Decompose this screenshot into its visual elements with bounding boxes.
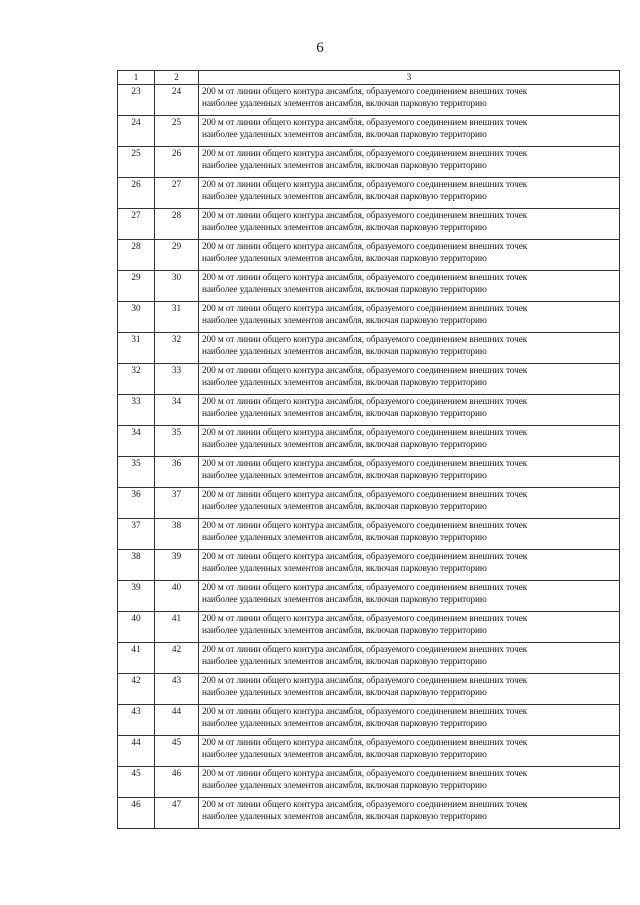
table-row — [118, 240, 620, 271]
description-line-1: 200 м от линии общего контура ансамбля, образуемого соединением внешних точек — [202, 707, 528, 717]
zone-description-cell — [199, 457, 620, 488]
row-number-cell: 38 — [118, 550, 155, 581]
description-line-1: 200 м от линии общего контура ансамбля, образуемого соединением внешних точек — [202, 304, 528, 314]
zone-description-cell — [199, 395, 620, 426]
description-line-2: наиболее удаленных элементов ансамбля, включая парковую территорию — [202, 533, 487, 543]
object-number-cell: 33 — [155, 364, 199, 395]
table-row — [118, 85, 620, 116]
description-line-2: наиболее удаленных элементов ансамбля, включая парковую территорию — [202, 440, 487, 450]
zone-description-cell — [199, 736, 620, 767]
object-number-cell: 38 — [155, 519, 199, 550]
description-line-1: 200 м от линии общего контура ансамбля, образуемого соединением внешних точек — [202, 800, 528, 810]
table-row — [118, 302, 620, 333]
table-row — [118, 364, 620, 395]
row-number-cell: 24 — [118, 116, 155, 147]
table-row — [118, 116, 620, 147]
table-row — [118, 178, 620, 209]
zones-table — [117, 70, 620, 829]
description-line-2: наиболее удаленных элементов ансамбля, включая парковую территорию — [202, 595, 487, 605]
zone-description-cell — [199, 364, 620, 395]
zone-description-cell — [199, 147, 620, 178]
table-header-row — [118, 71, 620, 85]
object-number-cell: 36 — [155, 457, 199, 488]
row-number-cell: 34 — [118, 426, 155, 457]
description-line-2: наиболее удаленных элементов ансамбля, включая парковую территорию — [202, 750, 487, 760]
zone-description-cell — [199, 116, 620, 147]
description-line-2: наиболее удаленных элементов ансамбля, включая парковую территорию — [202, 192, 487, 202]
object-number-cell: 46 — [155, 767, 199, 798]
description-line-1: 200 м от линии общего контура ансамбля, образуемого соединением внешних точек — [202, 490, 528, 500]
zone-description-cell — [199, 798, 620, 829]
object-number-cell: 26 — [155, 147, 199, 178]
description-line-1: 200 м от линии общего контура ансамбля, образуемого соединением внешних точек — [202, 149, 528, 159]
row-number-cell: 32 — [118, 364, 155, 395]
description-line-1: 200 м от линии общего контура ансамбля, образуемого соединением внешних точек — [202, 583, 528, 593]
table-row — [118, 767, 620, 798]
description-line-1: 200 м от линии общего контура ансамбля, образуемого соединением внешних точек — [202, 552, 528, 562]
description-line-2: наиболее удаленных элементов ансамбля, включая парковую территорию — [202, 285, 487, 295]
table-row — [118, 426, 620, 457]
description-line-2: наиболее удаленных элементов ансамбля, включая парковую территорию — [202, 626, 487, 636]
table-row — [118, 643, 620, 674]
zone-description-cell — [199, 705, 620, 736]
object-number-cell: 47 — [155, 798, 199, 829]
description-line-1: 200 м от линии общего контура ансамбля, образуемого соединением внешних точек — [202, 366, 528, 376]
object-number-cell: 44 — [155, 705, 199, 736]
description-line-1: 200 м от линии общего контура ансамбля, образуемого соединением внешних точек — [202, 335, 528, 345]
table-row — [118, 271, 620, 302]
object-number-cell: 32 — [155, 333, 199, 364]
row-number-cell: 39 — [118, 581, 155, 612]
object-number-cell: 27 — [155, 178, 199, 209]
description-line-2: наиболее удаленных элементов ансамбля, включая парковую территорию — [202, 688, 487, 698]
zone-description-cell — [199, 333, 620, 364]
row-number-cell: 33 — [118, 395, 155, 426]
object-number-cell: 43 — [155, 674, 199, 705]
zone-description-cell — [199, 209, 620, 240]
row-number-cell: 43 — [118, 705, 155, 736]
row-number-cell: 41 — [118, 643, 155, 674]
description-line-2: наиболее удаленных элементов ансамбля, включая парковую территорию — [202, 161, 487, 171]
description-line-1: 200 м от линии общего контура ансамбля, образуемого соединением внешних точек — [202, 614, 528, 624]
table-row — [118, 736, 620, 767]
row-number-cell: 37 — [118, 519, 155, 550]
description-line-1: 200 м от линии общего контура ансамбля, образуемого соединением внешних точек — [202, 459, 528, 469]
table-row — [118, 147, 620, 178]
table-row — [118, 674, 620, 705]
column-header-1: 1 — [118, 71, 155, 85]
object-number-cell: 24 — [155, 85, 199, 116]
description-line-2: наиболее удаленных элементов ансамбля, включая парковую территорию — [202, 99, 487, 109]
description-line-2: наиболее удаленных элементов ансамбля, включая парковую территорию — [202, 347, 487, 357]
object-number-cell: 45 — [155, 736, 199, 767]
row-number-cell: 26 — [118, 178, 155, 209]
object-number-cell: 35 — [155, 426, 199, 457]
row-number-cell: 25 — [118, 147, 155, 178]
description-line-1: 200 м от линии общего контура ансамбля, образуемого соединением внешних точек — [202, 521, 528, 531]
description-line-1: 200 м от линии общего контура ансамбля, образуемого соединением внешних точек — [202, 428, 528, 438]
row-number-cell: 35 — [118, 457, 155, 488]
description-line-2: наиболее удаленных элементов ансамбля, включая парковую территорию — [202, 781, 487, 791]
description-line-1: 200 м от линии общего контура ансамбля, образуемого соединением внешних точек — [202, 180, 528, 190]
table-row — [118, 581, 620, 612]
row-number-cell: 27 — [118, 209, 155, 240]
table-row — [118, 705, 620, 736]
description-line-1: 200 м от линии общего контура ансамбля, образуемого соединением внешних точек — [202, 273, 528, 283]
zone-description-cell — [199, 581, 620, 612]
zone-description-cell — [199, 550, 620, 581]
object-number-cell: 25 — [155, 116, 199, 147]
table-row — [118, 395, 620, 426]
table-body — [118, 85, 620, 829]
description-line-1: 200 м от линии общего контура ансамбля, образуемого соединением внешних точек — [202, 676, 528, 686]
description-line-1: 200 м от линии общего контура ансамбля, образуемого соединением внешних точек — [202, 87, 528, 97]
zone-description-cell — [199, 302, 620, 333]
object-number-cell: 29 — [155, 240, 199, 271]
row-number-cell: 36 — [118, 488, 155, 519]
description-line-2: наиболее удаленных элементов ансамбля, включая парковую территорию — [202, 409, 487, 419]
description-line-2: наиболее удаленных элементов ансамбля, включая парковую территорию — [202, 378, 487, 388]
table-row — [118, 333, 620, 364]
object-number-cell: 37 — [155, 488, 199, 519]
table-row — [118, 457, 620, 488]
object-number-cell: 30 — [155, 271, 199, 302]
description-line-2: наиболее удаленных элементов ансамбля, включая парковую территорию — [202, 223, 487, 233]
table-row — [118, 519, 620, 550]
page-number: 6 — [316, 40, 324, 56]
description-line-2: наиболее удаленных элементов ансамбля, включая парковую территорию — [202, 564, 487, 574]
object-number-cell: 28 — [155, 209, 199, 240]
zone-description-cell — [199, 271, 620, 302]
row-number-cell: 23 — [118, 85, 155, 116]
row-number-cell: 30 — [118, 302, 155, 333]
zone-description-cell — [199, 643, 620, 674]
row-number-cell: 46 — [118, 798, 155, 829]
object-number-cell: 40 — [155, 581, 199, 612]
table-row — [118, 612, 620, 643]
description-line-2: наиболее удаленных элементов ансамбля, включая парковую территорию — [202, 502, 487, 512]
description-line-1: 200 м от линии общего контура ансамбля, образуемого соединением внешних точек — [202, 738, 528, 748]
description-line-2: наиболее удаленных элементов ансамбля, включая парковую территорию — [202, 254, 487, 264]
description-line-1: 200 м от линии общего контура ансамбля, образуемого соединением внешних точек — [202, 118, 528, 128]
description-line-1: 200 м от линии общего контура ансамбля, образуемого соединением внешних точек — [202, 397, 528, 407]
zone-description-cell — [199, 674, 620, 705]
row-number-cell: 29 — [118, 271, 155, 302]
column-header-3: 3 — [199, 71, 620, 85]
object-number-cell: 34 — [155, 395, 199, 426]
zone-description-cell — [199, 612, 620, 643]
table-row — [118, 550, 620, 581]
description-line-1: 200 м от линии общего контура ансамбля, образуемого соединением внешних точек — [202, 242, 528, 252]
description-line-1: 200 м от линии общего контура ансамбля, образуемого соединением внешних точек — [202, 211, 528, 221]
description-line-2: наиболее удаленных элементов ансамбля, включая парковую территорию — [202, 316, 487, 326]
row-number-cell: 28 — [118, 240, 155, 271]
row-number-cell: 44 — [118, 736, 155, 767]
description-line-2: наиболее удаленных элементов ансамбля, включая парковую территорию — [202, 719, 487, 729]
object-number-cell: 41 — [155, 612, 199, 643]
row-number-cell: 31 — [118, 333, 155, 364]
table-row — [118, 488, 620, 519]
zone-description-cell — [199, 240, 620, 271]
description-line-2: наиболее удаленных элементов ансамбля, включая парковую территорию — [202, 812, 487, 822]
zone-description-cell — [199, 178, 620, 209]
row-number-cell: 42 — [118, 674, 155, 705]
row-number-cell: 40 — [118, 612, 155, 643]
zone-description-cell — [199, 426, 620, 457]
object-number-cell: 31 — [155, 302, 199, 333]
zone-description-cell — [199, 767, 620, 798]
description-line-2: наиболее удаленных элементов ансамбля, включая парковую территорию — [202, 657, 487, 667]
zone-description-cell — [199, 519, 620, 550]
description-line-1: 200 м от линии общего контура ансамбля, образуемого соединением внешних точек — [202, 769, 528, 779]
table-row — [118, 798, 620, 829]
description-line-2: наиболее удаленных элементов ансамбля, включая парковую территорию — [202, 471, 487, 481]
description-line-1: 200 м от линии общего контура ансамбля, образуемого соединением внешних точек — [202, 645, 528, 655]
object-number-cell: 42 — [155, 643, 199, 674]
row-number-cell: 45 — [118, 767, 155, 798]
description-line-2: наиболее удаленных элементов ансамбля, включая парковую территорию — [202, 130, 487, 140]
column-header-2: 2 — [155, 71, 199, 85]
zone-description-cell — [199, 488, 620, 519]
zone-description-cell — [199, 85, 620, 116]
object-number-cell: 39 — [155, 550, 199, 581]
table-row — [118, 209, 620, 240]
